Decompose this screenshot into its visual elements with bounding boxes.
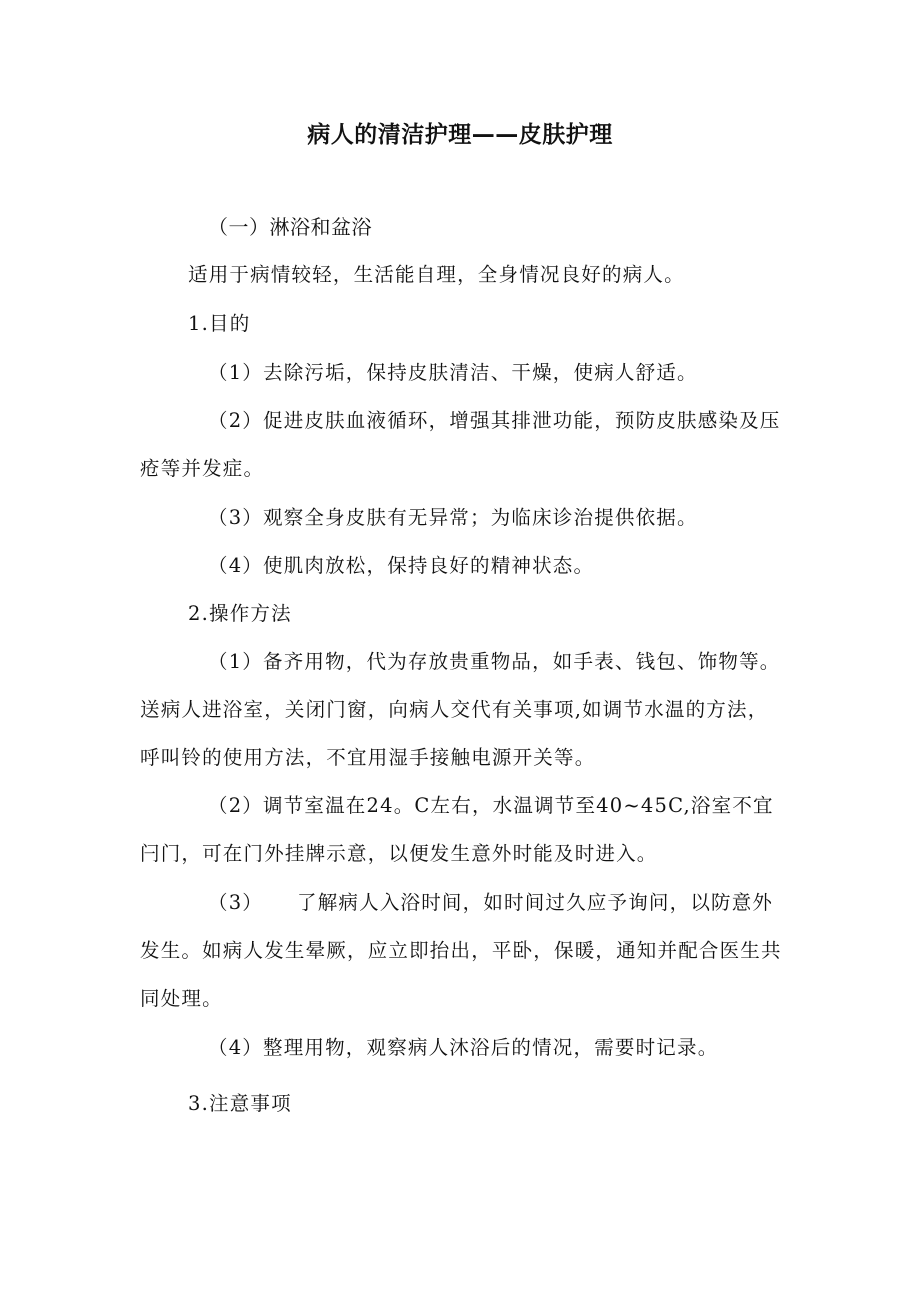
method-item-4: （4）整理用物，观察病人沐浴后的情况，需要时记录。 [208,1036,719,1059]
intro-paragraph: 适用于病情较轻，生活能自理，全身情况良好的病人。 [188,263,685,286]
document-title: 病人的清洁护理——皮肤护理 [307,122,613,148]
method-item-2: （2）调节室温在24。C左右，水温调节至40~45C,浴室不宜闩门，可在门外挂牌示意，以便发生意外时能及时进入。 [140,794,774,865]
section-heading: （一）淋浴和盆浴 [208,215,372,239]
purpose-item-1: （1）去除污垢，保持皮肤清洁、干燥，使病人舒适。 [208,361,698,384]
method-item-3-number: （3） [208,891,264,914]
purpose-item-2: （2）促进皮肤血液循环，增强其排泄功能，预防皮肤感染及压疮等并发症。 [140,409,781,480]
purpose-heading: 1.目的 [188,312,251,335]
method-item-1: （1）备齐用物，代为存放贵重物品，如手表、钱包、饰物等。送病人进浴室，关闭门窗，向病人交代有关事项,如调节水温的方法，呼叫铃的使用方法，不宜用湿手接触电源开关等。 [140,650,781,769]
notes-heading: 3.注意事项 [188,1092,292,1115]
purpose-item-3: （3）观察全身皮肤有无异常；为临床诊治提供依据。 [208,506,698,529]
purpose-item-4: （4）使肌肉放松，保持良好的精神状态。 [208,554,595,577]
method-item-3 [140,879,784,1023]
method-heading: 2.操作方法 [188,602,292,625]
method-item-3-text: 了解病人入浴时间，如时间过久应予询问，以防意外发生。如病人发生晕厥，应立即抬出，平卧，保暖，通知并配合医生共同处理。 [140,891,782,1010]
